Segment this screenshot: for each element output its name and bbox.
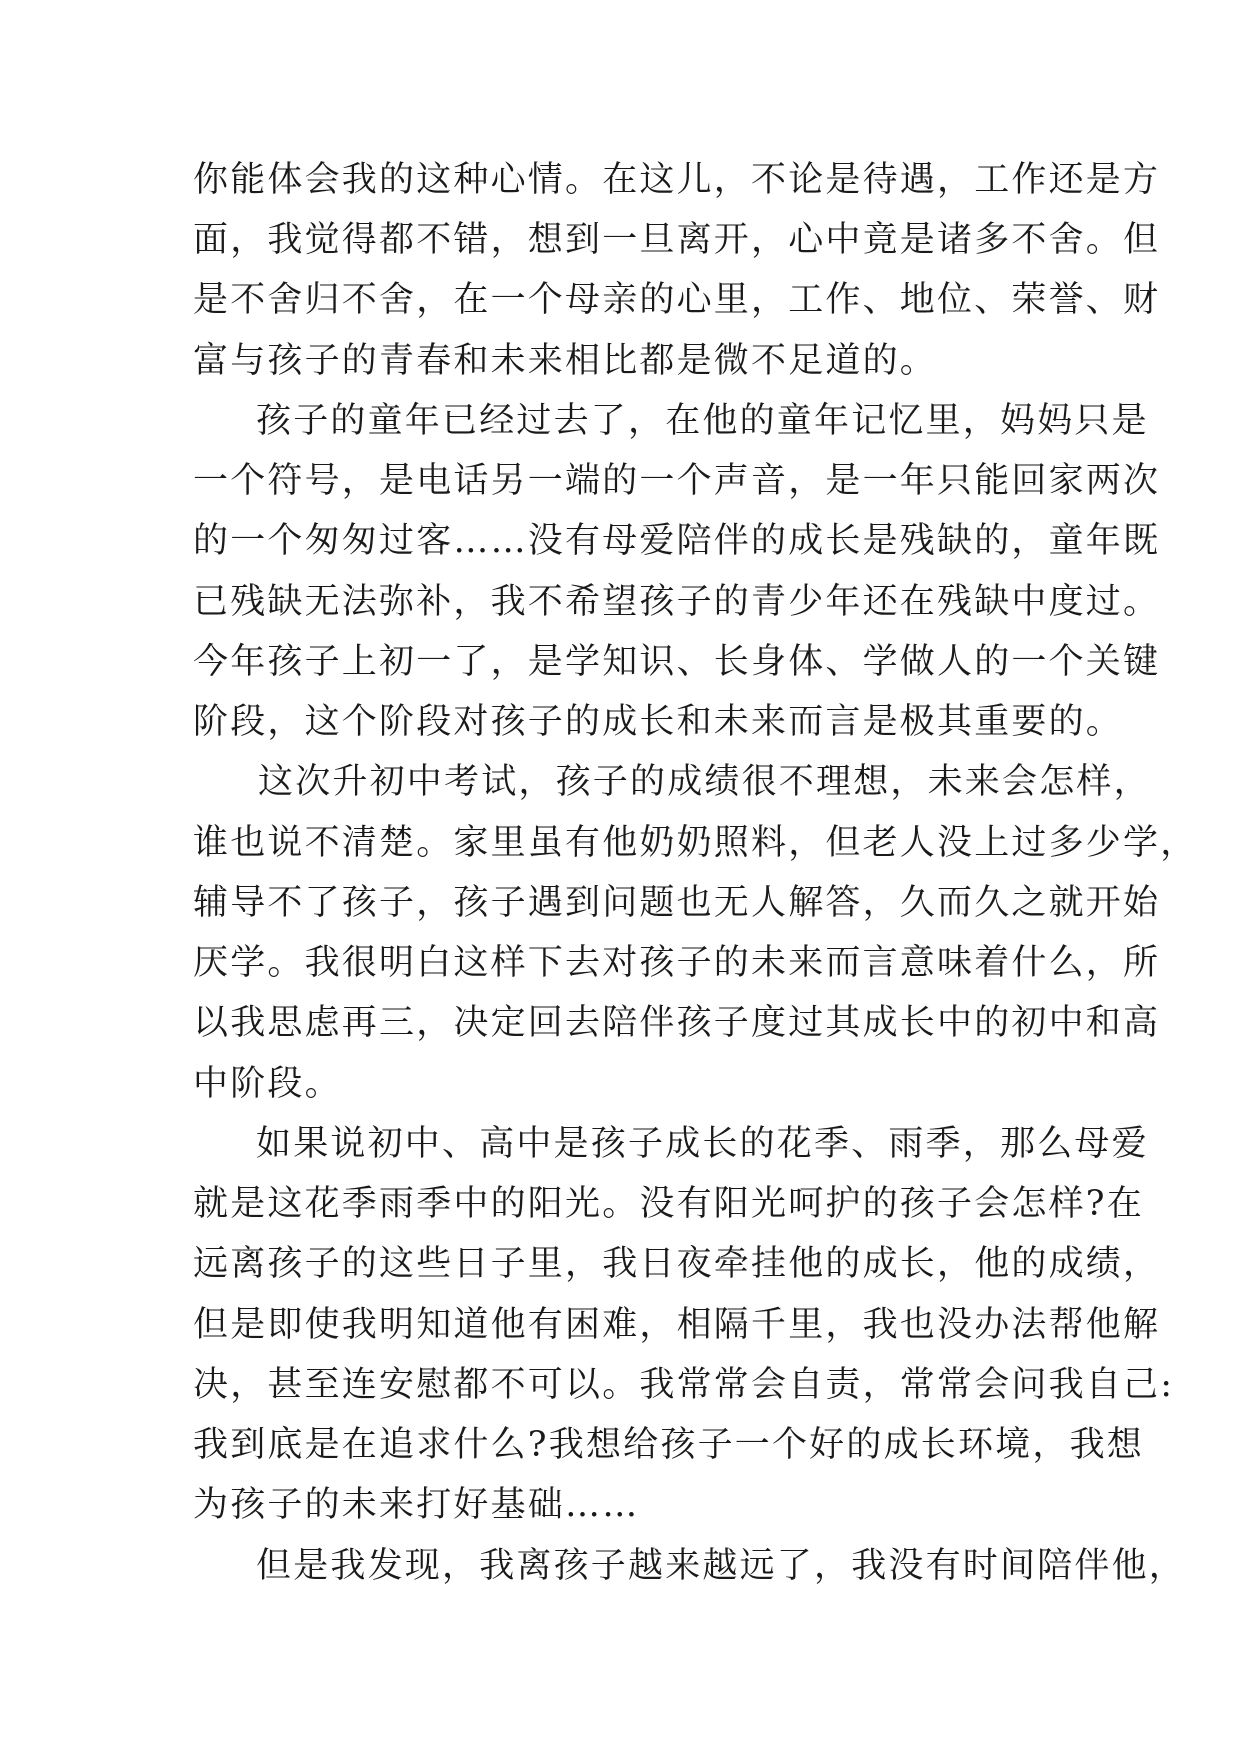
text-line: 已残缺无法弥补，我不希望孩子的青少年还在残缺中度过。 [193,582,1161,622]
text-line: 今年孩子上初一了，是学知识、长身体、学做人的一个关键 [193,642,1161,682]
text-line: 辅导不了孩子，孩子遇到问题也无人解答，久而久之就开始 [193,883,1161,923]
text-line: 面，我觉得都不错，想到一旦离开，心中竟是诸多不舍。但 [193,220,1161,260]
text-line: 厌学。我很明白这样下去对孩子的未来而言意味着什么，所 [193,943,1161,983]
paragraph-first-line: 如果说初中、高中是孩子成长的花季、雨季，那么母爱 [256,1124,1149,1164]
text-line: 就是这花季雨季中的阳光。没有阳光呵护的孩子会怎样?在 [193,1184,1144,1224]
text-line: 富与孩子的青春和未来相比都是微不足道的。 [193,341,938,381]
text-line: 阶段，这个阶段对孩子的成长和未来而言是极其重要的。 [193,702,1124,742]
paragraph-first-line: 孩子的童年已经过去了，在他的童年记忆里，妈妈只是 [256,401,1149,441]
text-line: 是不舍归不舍，在一个母亲的心里，工作、地位、荣誉、财 [193,280,1161,320]
text-line: 我到底是在追求什么?我想给孩子一个好的成长环境，我想 [193,1425,1144,1465]
text-line: 以我思虑再三，决定回去陪伴孩子度过其成长中的初中和高 [193,1003,1161,1043]
text-line: 远离孩子的这些日子里，我日夜牵挂他的成长，他的成绩， [193,1244,1161,1284]
text-line: 你能体会我的这种心情。在这儿，不论是待遇，工作还是方 [193,160,1161,200]
text-line: 但是即使我明知道他有困难，相隔千里，我也没办法帮他解 [193,1305,1161,1345]
text-line: 决，甚至连安慰都不可以。我常常会自责，常常会问我自己: [193,1365,1175,1405]
text-line: 谁也说不清楚。家里虽有他奶奶照料，但老人没上过多少学， [193,823,1198,863]
paragraph-first-line: 但是我发现，我离孩子越来越远了，我没有时间陪伴他， [256,1546,1187,1586]
text-line: 为孩子的未来打好基础…… [193,1485,640,1525]
paragraph-first-line: 这次升初中考试，孩子的成绩很不理想，未来会怎样， [258,762,1151,802]
text-line: 的一个匆匆过客……没有母爱陪伴的成长是残缺的，童年既 [193,521,1161,561]
text-line: 一个符号，是电话另一端的一个声音，是一年只能回家两次 [193,461,1161,501]
text-line: 中阶段。 [193,1064,342,1104]
